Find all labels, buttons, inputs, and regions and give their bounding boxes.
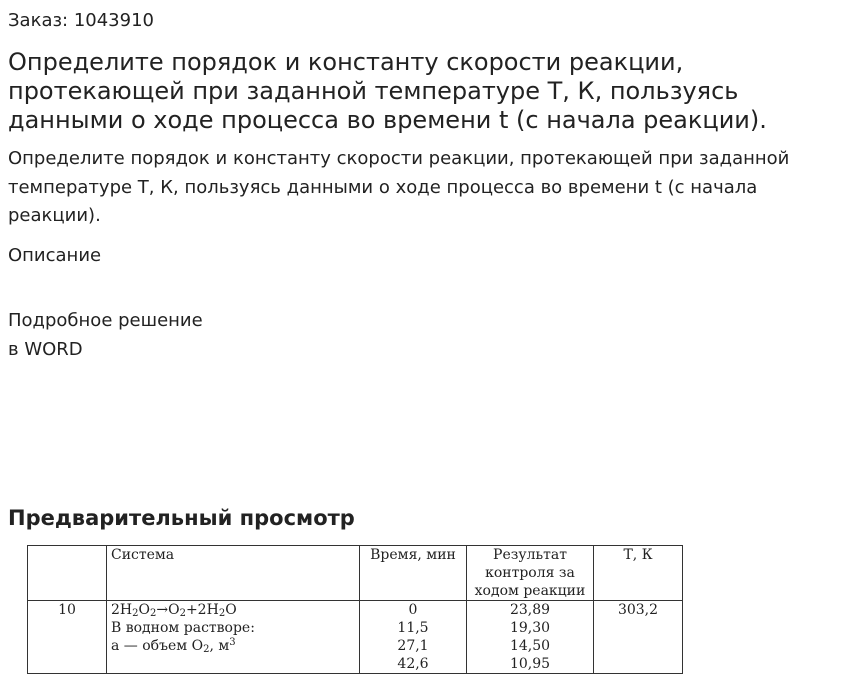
result-cell	[467, 601, 594, 674]
result-value: 23,89	[509, 602, 551, 618]
order-number: Заказ: 1043910	[8, 10, 154, 31]
row-number: 10	[28, 601, 107, 674]
result-value: 19,30	[509, 620, 551, 636]
result-value: 14,50	[509, 638, 551, 654]
time-cell	[360, 601, 467, 674]
solution-line-1: Подробное решение	[8, 310, 203, 331]
temperature-cell: 303,2	[594, 601, 683, 674]
time-value: 0	[408, 602, 418, 618]
table-row	[28, 601, 683, 674]
preview-table	[27, 545, 683, 674]
task-description-text: Определите порядок и константу скорости реакции, протекающей при заданной температуре Т, К, пользуясь данными о ходе процесса во времени t (с начала реакции).	[8, 148, 790, 226]
description-heading: Описание	[8, 245, 102, 266]
header-temperature: Т, К	[594, 546, 683, 601]
time-value: 42,6	[397, 656, 429, 672]
header-time: Время, мин	[360, 546, 467, 601]
reaction-medium: В водном растворе:	[111, 620, 255, 636]
solution-note	[8, 307, 203, 364]
time-value: 11,5	[397, 620, 429, 636]
table-header-row	[28, 546, 683, 601]
system-cell	[107, 601, 360, 674]
reaction-equation: $2H_2O_2\to O_2+2H_2O$	[111, 602, 237, 619]
measured-quantity: а — объем $O_2$, $м^3$	[111, 637, 236, 655]
time-value: 27,1	[397, 638, 429, 654]
result-value: 10,95	[509, 656, 551, 672]
preview-heading: Предварительный просмотр	[8, 506, 355, 530]
solution-line-2: в WORD	[8, 338, 83, 360]
header-system: Система	[107, 546, 360, 601]
header-number	[28, 546, 107, 601]
page-title: Определите порядок и константу скорости реакции, протекающей при заданной температуре Т, К, пользуясь данными о ходе процесса во времени t (с начала реакции).	[8, 48, 767, 134]
header-result: Результат контроля за ходом реакции	[467, 546, 594, 601]
